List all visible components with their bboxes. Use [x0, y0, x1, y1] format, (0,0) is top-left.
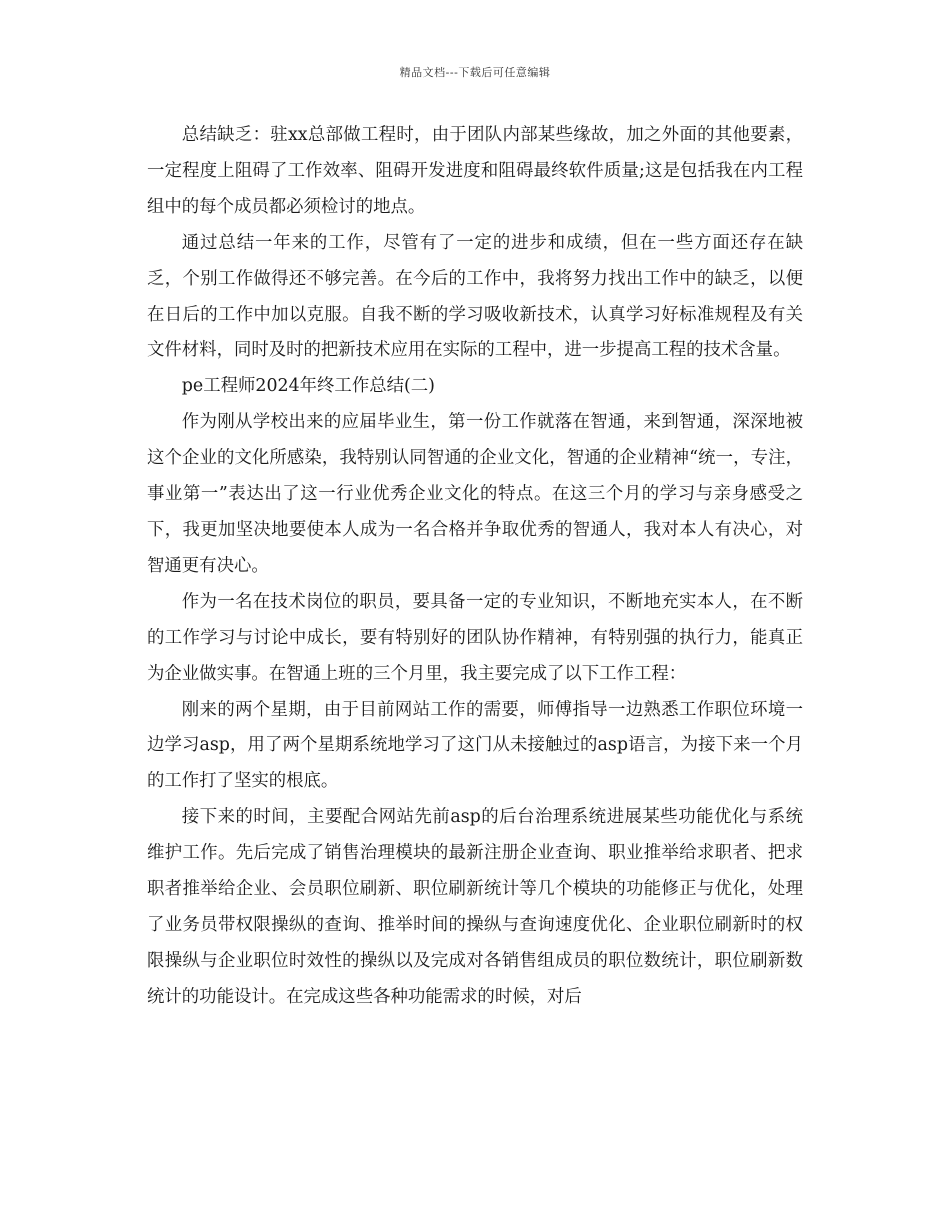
paragraph-system-maintenance: 接下来的时间，主要配合网站先前asp的后台治理系统进展某些功能优化与系统维护工作。先后完成了销售治理模块的最新注册企业查询、职业推举给求职者、把求职者推举给企业、会员职位刷新、职位刷新统计等几个模块的功能修正与优化，处理了业务员带权限操纵的查询、推举时间的操纵与查询速度优化、企业职位刷新时的权限操纵与企业职位时效性的操纵以及完成对各销售组成员的职位数统计，职位刷新数统计的功能设计。在完成这些各种功能需求的时候，对后: [147, 807, 803, 1007]
paragraph-year-review: 通过总结一年来的工作，尽管有了一定的进步和成绩，但在一些方面还存在缺乏，个别工作做得还不够完善。在今后的工作中，我将努力找出工作中的缺乏，以便在日后的工作中加以克服。自我不断的学习吸收新技术，认真学习好标准规程及有关文件材料，同时及时的把新技术应用在实际的工程中，进一步提高工程的技术含量。: [147, 232, 803, 361]
section-heading: pe工程师2024年终工作总结(二): [181, 376, 435, 397]
paragraph-technical-role: 作为一名在技术岗位的职员，要具备一定的专业知识，不断地充实本人，在不断的工作学习与讨论中成长，要有特别好的团队协作精神，有特别强的执行力，能真正为企业做实事。在智通上班的三个月里，我主要完成了以下工作工程：: [147, 591, 803, 684]
paragraph-learning-asp: 刚来的两个星期，由于目前网站工作的需要，师傅指导一边熟悉工作职位环境一边学习asp，用了两个星期系统地学习了这门从未接触过的asp语言，为接下来一个月的工作打了坚实的根底。: [147, 699, 803, 792]
paragraph-company-culture: 作为刚从学校出来的应届毕业生，第一份工作就落在智通，来到智通，深深地被这个企业的文化所感染，我特别认同智通的企业文化，智通的企业精神“统一，专注，事业第一”表达出了这一行业优秀企业文化的特点。在这三个月的学习与亲身感受之下，我更加坚决地要使本人成为一名合格并争取优秀的智通人，我对本人有决心，对智通更有决心。: [147, 412, 803, 576]
document-body: [147, 118, 803, 1016]
page-header: 精品文档---下载后可任意编辑: [399, 66, 551, 79]
paragraph-summary-shortcomings: 总结缺乏：驻xx总部做工程时，由于团队内部某些缘故，加之外面的其他要素，一定程度上阻碍了工作效率、阻碍开发进度和阻碍最终软件质量;这是包括我在内工程组中的每个成员都必须检讨的地点。: [147, 125, 803, 217]
